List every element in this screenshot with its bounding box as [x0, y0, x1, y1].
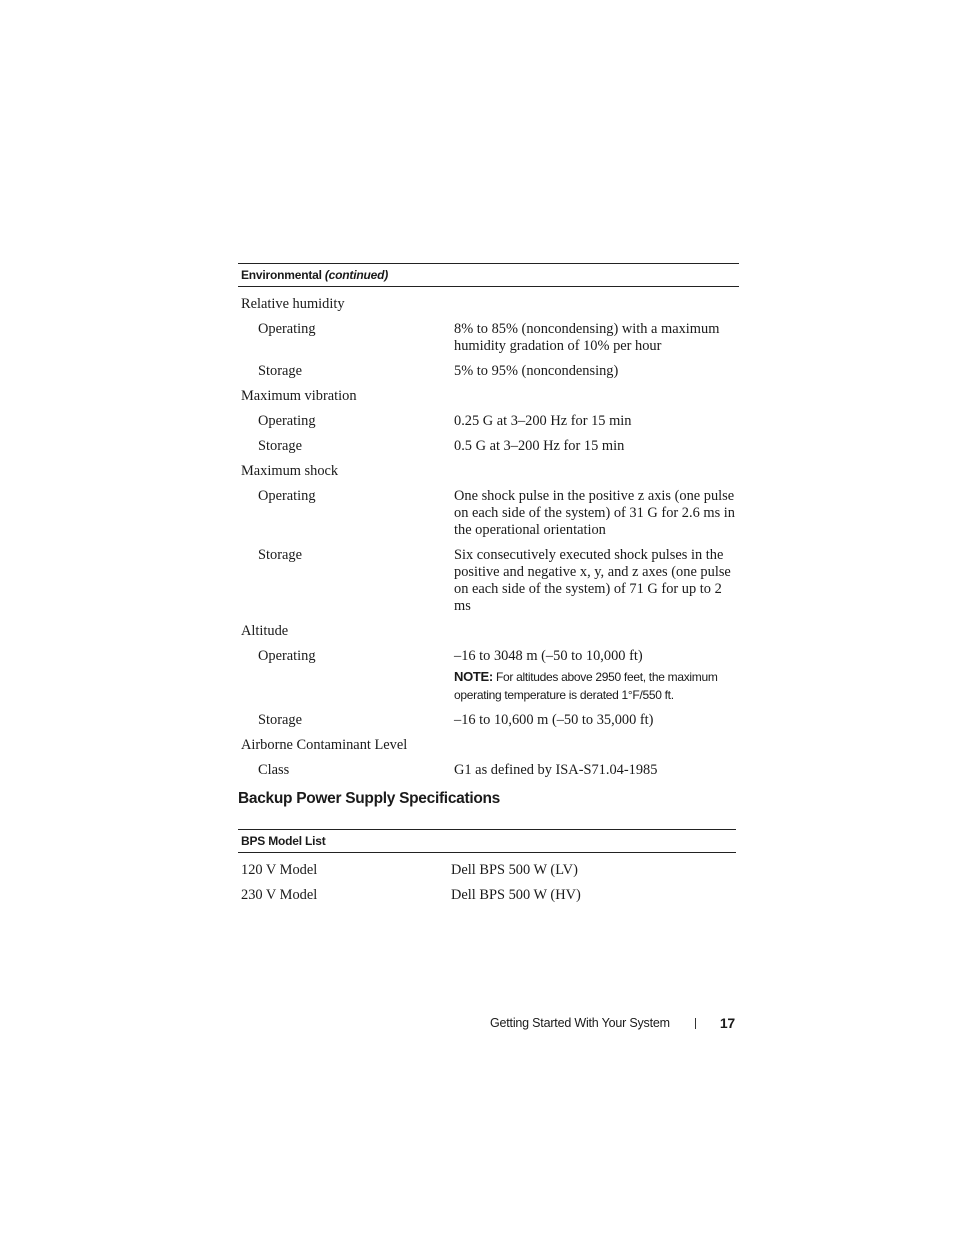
table-row — [238, 321, 739, 355]
row-label: Storage — [258, 712, 302, 728]
row-value: 0.5 G at 3–200 Hz for 15 min — [454, 438, 625, 454]
table-row — [238, 712, 739, 729]
group-label: Relative humidity — [241, 296, 345, 312]
page-footer — [490, 1015, 735, 1031]
note-text: For altitudes above 2950 feet, the maximum operating temperature is derated 1°F/550 ft. — [454, 670, 718, 702]
note-label: NOTE: — [454, 669, 493, 684]
row-value: Dell BPS 500 W (LV) — [451, 862, 578, 878]
section-title: Backup Power Supply Specifications — [238, 790, 500, 807]
table-row — [238, 413, 739, 430]
row-label: Operating — [258, 488, 316, 504]
row-value: –16 to 3048 m (–50 to 10,000 ft) — [454, 648, 643, 664]
group-label: Altitude — [241, 623, 289, 639]
group-label: Maximum vibration — [241, 388, 357, 404]
table-row — [238, 438, 739, 455]
row-value-with-note — [454, 648, 739, 704]
table-header — [238, 829, 736, 853]
table-row — [238, 862, 736, 879]
row-label: Storage — [258, 438, 302, 454]
row-label: Operating — [258, 413, 316, 429]
table-row — [238, 887, 736, 904]
page-number: 17 — [719, 1015, 735, 1031]
row-label: 230 V Model — [241, 887, 318, 903]
row-label: Operating — [258, 321, 316, 337]
row-value: 5% to 95% (noncondensing) — [454, 363, 619, 379]
table-row — [238, 648, 739, 704]
table-header — [238, 263, 739, 287]
group-label: Maximum shock — [241, 463, 339, 479]
row-value: –16 to 10,600 m (–50 to 35,000 ft) — [454, 712, 654, 728]
group-row-relative-humidity — [238, 296, 739, 313]
environmental-table — [238, 263, 739, 779]
row-value: 8% to 85% (noncondensing) with a maximum humidity gradation of 10% per hour — [454, 321, 720, 354]
row-label: Operating — [258, 648, 316, 664]
table-row — [238, 488, 739, 539]
row-value: Six consecutively executed shock pulses in the positive and negative x, y, and z axes (one pulse on each side of the system) of 71 G for up to 2 ms — [454, 547, 731, 614]
row-label: 120 V Model — [241, 862, 318, 878]
row-label: Storage — [258, 363, 302, 379]
footer-chapter-title: Getting Started With Your System — [490, 1016, 670, 1030]
row-value: Dell BPS 500 W (HV) — [451, 887, 581, 903]
row-value: One shock pulse in the positive z axis (one pulse on each side of the system) of 31 G for 2.6 ms in the operational orientation — [454, 488, 735, 538]
row-label: Storage — [258, 547, 302, 563]
table-row — [238, 547, 739, 615]
group-row-altitude — [238, 623, 739, 640]
row-label: Class — [258, 762, 290, 778]
table-header-title: BPS Model List — [241, 834, 326, 848]
group-row-maximum-shock — [238, 463, 739, 480]
bps-model-table — [238, 829, 736, 904]
row-value: G1 as defined by ISA-S71.04-1985 — [454, 762, 658, 778]
row-value: 0.25 G at 3–200 Hz for 15 min — [454, 413, 632, 429]
group-row-maximum-vibration — [238, 388, 739, 405]
table-header-title: Environmental — [241, 268, 322, 282]
altitude-note — [454, 668, 739, 704]
table-row — [238, 363, 739, 380]
footer-divider — [695, 1018, 696, 1029]
table-row — [238, 762, 739, 779]
group-row-airborne-contaminant — [238, 737, 739, 754]
table-header-continued: (continued) — [324, 268, 389, 282]
group-label: Airborne Contaminant Level — [241, 737, 408, 753]
